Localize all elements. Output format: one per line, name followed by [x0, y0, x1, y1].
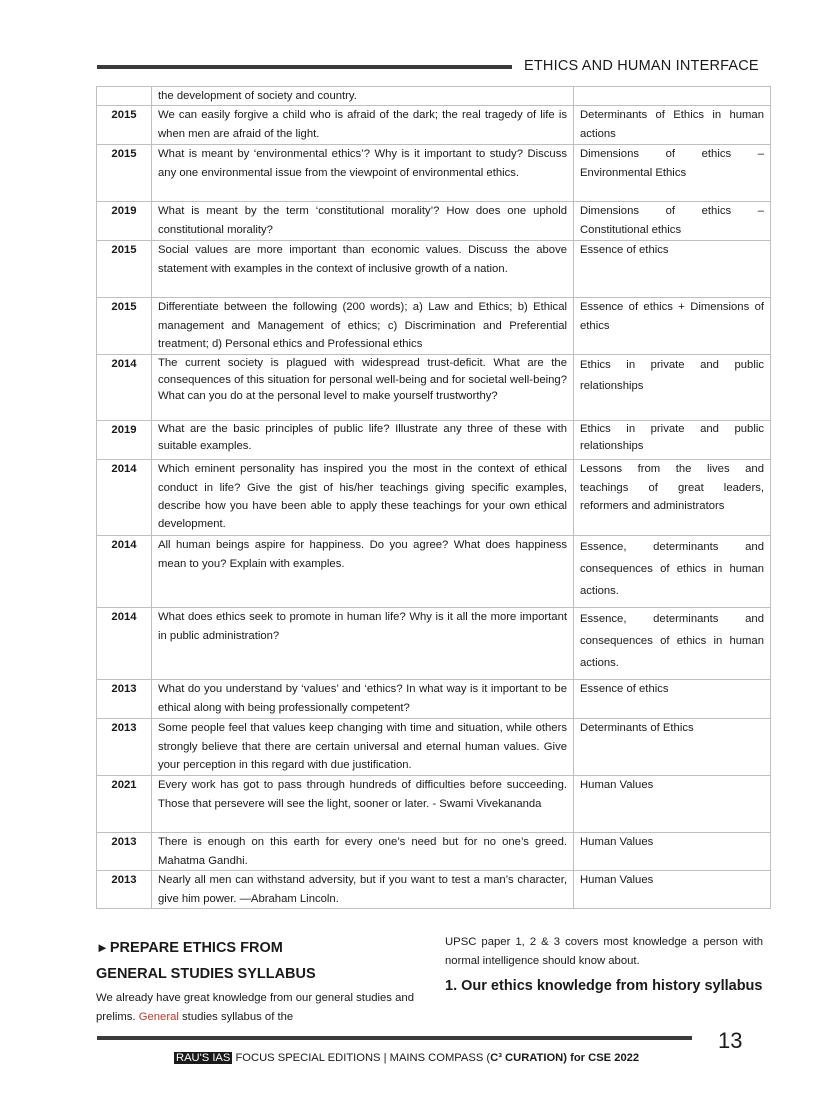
header-rule [97, 65, 512, 69]
year-cell: 2019 [97, 421, 152, 460]
topic-cell: Lessons from the lives and teachings of great leaders, reformers and administrators [574, 460, 771, 536]
year-cell: 2014 [97, 608, 152, 680]
question-cell: What do you understand by ‘values’ and ‘ethics? In what way is it important to be ethical along with being professionally competent? [152, 680, 574, 719]
year-cell: 2019 [97, 202, 152, 241]
table-row [97, 421, 771, 460]
year-cell: 2014 [97, 355, 152, 421]
question-cell: Differentiate between the following (200 words); a) Law and Ethics; b) Ethical management and Management of ethics; c) Discrimination and Preferential treatment; d) Personal ethics and Professional ethics [152, 298, 574, 355]
subsection-heading: 1. Our ethics knowledge from history syllabus [445, 978, 763, 994]
footer-brand: RAU'S IAS [176, 1052, 231, 1064]
table-row [97, 608, 771, 680]
question-cell: What is meant by the term ‘constitutional morality’? How does one uphold constitutional morality? [152, 202, 574, 241]
question-cell: Every work has got to pass through hundreds of difficulties before succeeding. Those that persevere will see the light, sooner or later. - Swami Vivekananda [152, 776, 574, 833]
header-title: ETHICS AND HUMAN INTERFACE [524, 58, 759, 74]
question-cell: Which eminent personality has inspired you the most in the context of ethical conduct in life? Give the gist of his/her teachings giving specific examples, describe how you have been able to apply these teachings for your own ethical development. [152, 460, 574, 536]
highlighted-word: General [138, 1011, 179, 1023]
topic-cell: Human Values [574, 833, 771, 871]
year-cell: 2014 [97, 460, 152, 536]
topic-cell: Essence of ethics + Dimensions of ethics [574, 298, 771, 355]
page-number: 13 [718, 1028, 743, 1053]
table-row [97, 87, 771, 106]
topic-cell: Human Values [574, 871, 771, 909]
topic-cell: Essence of ethics [574, 241, 771, 298]
question-cell: What are the basic principles of public life? Illustrate any three of these with suitable examples. [152, 421, 574, 460]
question-cell: Social values are more important than economic values. Discuss the above statement with examples in the context of inclusive growth of a nation. [152, 241, 574, 298]
question-cell: There is enough on this earth for every one’s need but for no one’s greed. Mahatma Gandhi. [152, 833, 574, 871]
year-cell: 2015 [97, 106, 152, 145]
section-paragraph-right: UPSC paper 1, 2 & 3 covers most knowledge a person with normal intelligence should know about. [445, 936, 763, 967]
year-cell: 2013 [97, 833, 152, 871]
topic-cell: Dimensions of ethics – Constitutional ethics [574, 202, 771, 241]
table-row [97, 536, 771, 608]
questions-table [96, 86, 771, 909]
footer-rule [97, 1036, 692, 1040]
table-row [97, 871, 771, 909]
section-heading [96, 935, 426, 987]
question-cell: What does ethics seek to promote in human life? Why is it all the more important in public administration? [152, 608, 574, 680]
question-cell: the development of society and country. [152, 87, 574, 106]
question-cell: What is meant by ‘environmental ethics’? Why is it important to study? Discuss any one environmental issue from the viewpoint of environmental ethics. [152, 145, 574, 202]
topic-cell: Ethics in private and public relationships [574, 355, 771, 421]
question-cell: Nearly all men can withstand adversity, but if you want to test a man’s character, give him power. —Abraham Lincoln. [152, 871, 574, 909]
topic-cell: Essence of ethics [574, 680, 771, 719]
question-cell: The current society is plagued with widespread trust-deficit. What are the consequences of this situation for personal well-being and for societal well-being? What can you do at the personal level to make yourself trustworthy? [152, 355, 574, 421]
footer-text: RAU'S IAS FOCUS SPECIAL EDITIONS | MAINS COMPASS (C³ CURATION) for CSE 2022 [176, 1052, 640, 1064]
table-row [97, 719, 771, 776]
table-row [97, 298, 771, 355]
topic-cell: Dimensions of ethics – Environmental Ethics [574, 145, 771, 202]
year-cell: 2015 [97, 298, 152, 355]
table-row [97, 680, 771, 719]
year-cell [97, 87, 152, 106]
year-cell: 2013 [97, 719, 152, 776]
table-row [97, 106, 771, 145]
year-cell: 2015 [97, 241, 152, 298]
section-paragraph-left: We already have great knowledge from our general studies and prelims. General studies syllabus of the [96, 992, 414, 1023]
table-row [97, 833, 771, 871]
topic-cell: Essence, determinants and consequences of ethics in human actions. [574, 608, 771, 680]
table-row [97, 145, 771, 202]
topic-cell: Determinants of Ethics in human actions [574, 106, 771, 145]
year-cell: 2013 [97, 871, 152, 909]
topic-cell: Ethics in private and public relationships [574, 421, 771, 460]
question-cell: All human beings aspire for happiness. Do you agree? What does happiness mean to you? Explain with examples. [152, 536, 574, 608]
table-row [97, 460, 771, 536]
year-cell: 2015 [97, 145, 152, 202]
topic-cell [574, 87, 771, 106]
question-cell: We can easily forgive a child who is afraid of the dark; the real tragedy of life is when men are afraid of the light. [152, 106, 574, 145]
table-row [97, 241, 771, 298]
table-row [97, 355, 771, 421]
year-cell: 2014 [97, 536, 152, 608]
table-row [97, 202, 771, 241]
year-cell: 2021 [97, 776, 152, 833]
question-cell: Some people feel that values keep changing with time and situation, while others strongly believe that there are certain universal and eternal human values. Give your perception in this regard with due justification. [152, 719, 574, 776]
topic-cell: Essence, determinants and consequences of ethics in human actions. [574, 536, 771, 608]
topic-cell: Human Values [574, 776, 771, 833]
section-heading-line1: PREPARE ETHICS FROM [109, 940, 283, 956]
topic-cell: Determinants of Ethics [574, 719, 771, 776]
year-cell: 2013 [97, 680, 152, 719]
section-heading-line2: GENERAL STUDIES SYLLABUS [96, 966, 316, 982]
table-row [97, 776, 771, 833]
triangle-arrow-icon: ► [96, 940, 109, 955]
